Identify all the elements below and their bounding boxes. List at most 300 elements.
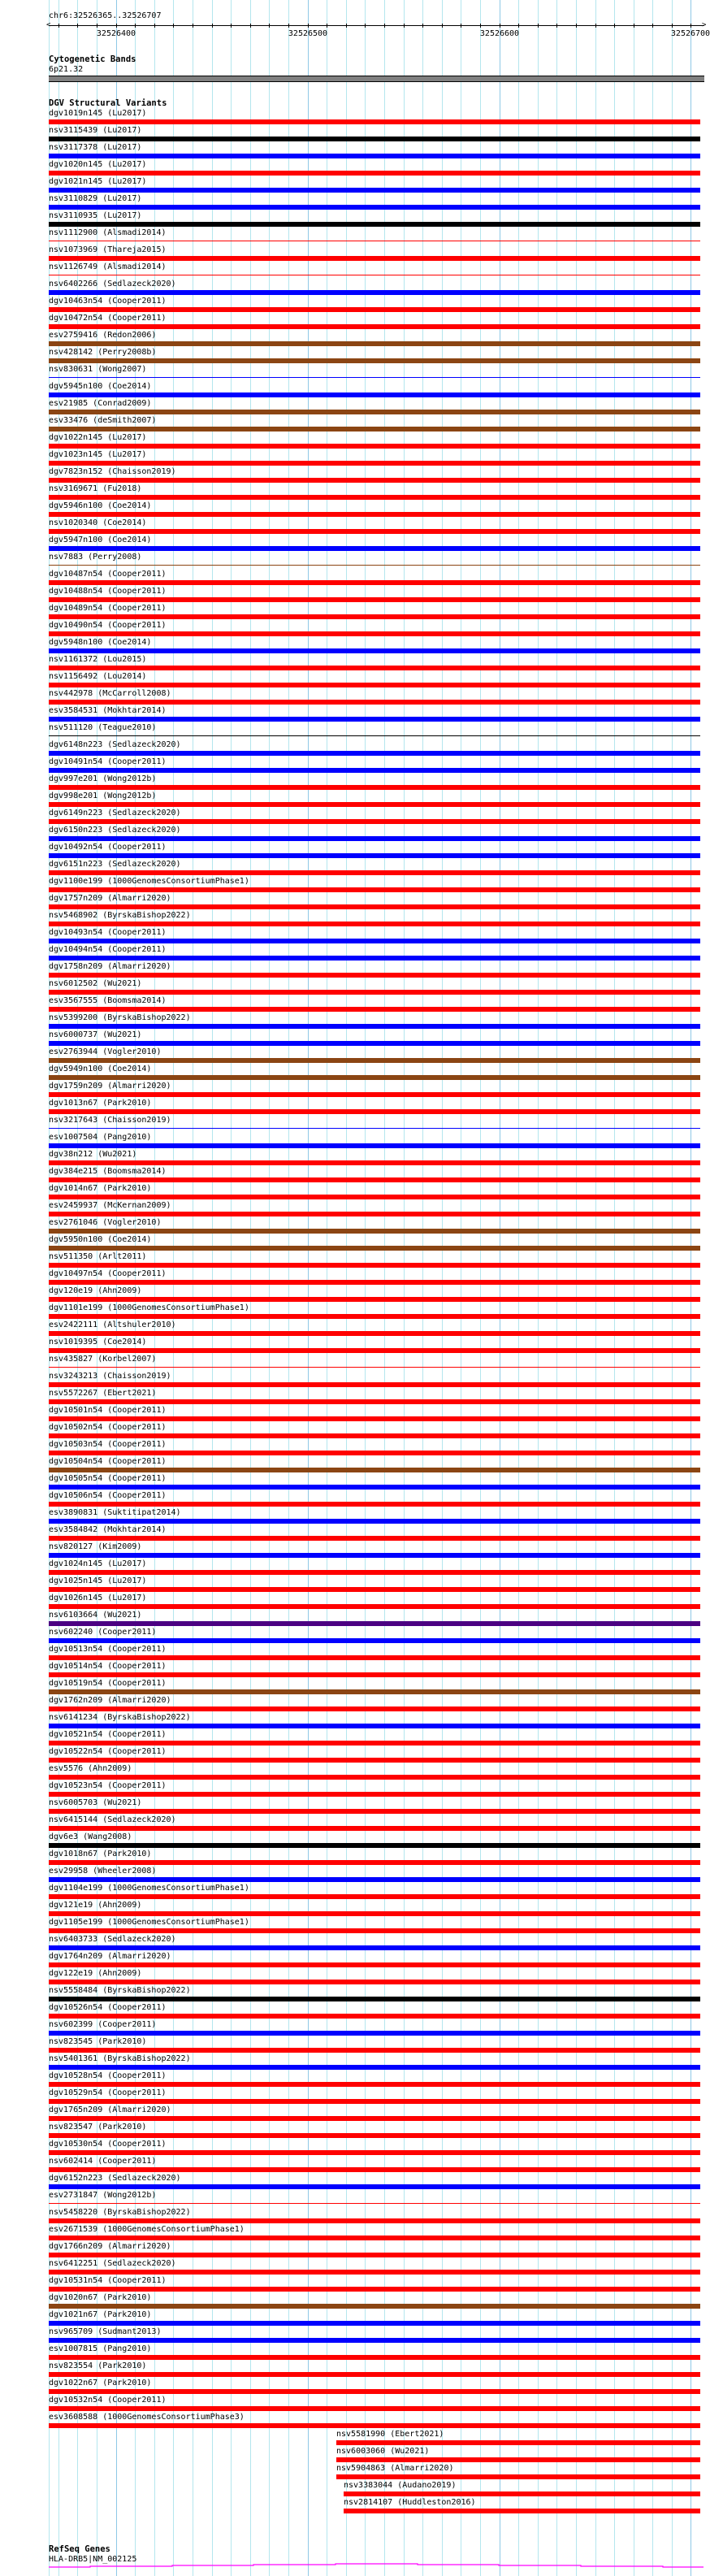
variant-row[interactable] bbox=[0, 1355, 723, 1372]
variant-row[interactable] bbox=[0, 1303, 723, 1321]
variant-bar[interactable] bbox=[344, 2509, 700, 2513]
variant-bar[interactable] bbox=[49, 2133, 700, 2138]
variant-row[interactable] bbox=[0, 2105, 723, 2123]
variant-row[interactable] bbox=[0, 2157, 723, 2174]
variant-row[interactable] bbox=[0, 450, 723, 467]
variant-row[interactable] bbox=[0, 655, 723, 672]
variant-row[interactable] bbox=[0, 1662, 723, 1679]
variant-row[interactable] bbox=[0, 1628, 723, 1645]
variant-bar[interactable] bbox=[49, 1331, 700, 1336]
variant-bar[interactable] bbox=[49, 1092, 700, 1097]
variant-row[interactable] bbox=[0, 1030, 723, 1047]
variant-bar[interactable] bbox=[49, 1860, 700, 1865]
variant-bar[interactable] bbox=[49, 1468, 700, 1472]
variant-row[interactable] bbox=[0, 2242, 723, 2259]
variant-bar[interactable] bbox=[49, 666, 700, 670]
variant-bar[interactable] bbox=[49, 1758, 700, 1763]
variant-row[interactable] bbox=[0, 740, 723, 757]
variant-bar[interactable] bbox=[49, 580, 700, 585]
variant-label: dgv1766n209 (Almarri2020) bbox=[49, 2242, 171, 2251]
variant-row[interactable] bbox=[0, 1457, 723, 1474]
variant-bar[interactable] bbox=[49, 154, 700, 158]
variant-bar[interactable] bbox=[49, 597, 700, 602]
variant-bar[interactable] bbox=[49, 853, 700, 858]
variant-bar[interactable] bbox=[49, 2218, 700, 2223]
variant-bar[interactable] bbox=[49, 887, 700, 892]
variant-row[interactable] bbox=[0, 280, 723, 297]
variant-row[interactable] bbox=[0, 501, 723, 518]
variant-row[interactable] bbox=[0, 791, 723, 809]
variant-row[interactable] bbox=[0, 314, 723, 331]
variant-bar[interactable] bbox=[49, 2167, 700, 2172]
variant-bar[interactable] bbox=[49, 2031, 700, 2036]
variant-bar[interactable] bbox=[49, 1604, 700, 1609]
variant-bar[interactable] bbox=[49, 324, 700, 329]
variant-bar[interactable] bbox=[49, 2253, 700, 2257]
variant-row[interactable] bbox=[0, 2430, 723, 2447]
variant-row[interactable] bbox=[0, 365, 723, 382]
variant-row[interactable] bbox=[0, 2310, 723, 2327]
variant-row[interactable] bbox=[0, 1065, 723, 1082]
variant-bar[interactable] bbox=[49, 2355, 700, 2360]
variant-row[interactable] bbox=[0, 1798, 723, 1815]
variant-row[interactable] bbox=[0, 211, 723, 228]
variant-row[interactable] bbox=[0, 1116, 723, 1133]
variant-bar[interactable] bbox=[49, 1451, 700, 1455]
ruler-tick bbox=[556, 24, 557, 28]
variant-bar[interactable] bbox=[49, 1962, 700, 1967]
variant-row[interactable] bbox=[0, 2208, 723, 2225]
variant-bar[interactable] bbox=[49, 1433, 700, 1438]
variant-bar[interactable] bbox=[49, 119, 700, 124]
variant-bar[interactable] bbox=[49, 1655, 700, 1660]
variant-bar[interactable] bbox=[49, 2372, 700, 2377]
variant-bar[interactable] bbox=[49, 1502, 700, 1507]
variant-bar[interactable] bbox=[49, 1075, 700, 1080]
variant-row[interactable] bbox=[0, 2361, 723, 2379]
variant-bar[interactable] bbox=[49, 717, 700, 722]
variant-bar[interactable] bbox=[49, 1314, 700, 1319]
variant-row[interactable] bbox=[0, 1440, 723, 1457]
variant-label: dgv10523n54 (Cooper2011) bbox=[49, 1781, 167, 1790]
variant-bar[interactable] bbox=[49, 171, 700, 176]
variant-bar[interactable] bbox=[49, 1297, 700, 1302]
variant-row[interactable] bbox=[0, 1781, 723, 1798]
variant-bar[interactable] bbox=[49, 870, 700, 875]
variant-row[interactable] bbox=[0, 1730, 723, 1747]
variant-bar[interactable] bbox=[49, 1041, 700, 1046]
variant-row[interactable] bbox=[0, 1150, 723, 1167]
variant-bar[interactable] bbox=[336, 2440, 700, 2445]
variant-bar[interactable] bbox=[49, 1177, 700, 1182]
variant-label: dgv5949n100 (Coe2014) bbox=[49, 1065, 152, 1073]
variant-row[interactable] bbox=[0, 484, 723, 501]
variant-bar[interactable] bbox=[49, 427, 700, 432]
variant-bar[interactable] bbox=[49, 922, 700, 926]
variant-bar[interactable] bbox=[49, 700, 700, 705]
variant-row[interactable] bbox=[0, 2054, 723, 2071]
variant-bar[interactable] bbox=[344, 2491, 700, 2496]
variant-row[interactable] bbox=[0, 1935, 723, 1952]
variant-bar[interactable] bbox=[49, 1195, 700, 1199]
variant-bar[interactable] bbox=[49, 2321, 700, 2326]
variant-bar[interactable] bbox=[49, 2116, 700, 2121]
variant-row[interactable] bbox=[0, 1082, 723, 1099]
variant-row[interactable] bbox=[0, 1252, 723, 1269]
variant-bar[interactable] bbox=[49, 2304, 700, 2309]
variant-row[interactable] bbox=[0, 109, 723, 126]
variant-row[interactable] bbox=[0, 1815, 723, 1832]
variant-bar[interactable] bbox=[49, 222, 700, 227]
variant-label: dgv5946n100 (Coe2014) bbox=[49, 501, 152, 510]
ruler-tick bbox=[576, 24, 577, 28]
variant-row[interactable] bbox=[0, 809, 723, 826]
variant-row[interactable] bbox=[0, 1338, 723, 1355]
variant-bar[interactable] bbox=[49, 1246, 700, 1251]
variant-bar[interactable] bbox=[49, 1058, 700, 1063]
variant-bar[interactable] bbox=[49, 529, 700, 534]
variant-bar[interactable] bbox=[49, 307, 700, 312]
variant-row[interactable] bbox=[0, 1013, 723, 1030]
variant-row[interactable] bbox=[0, 2123, 723, 2140]
variant-row[interactable] bbox=[0, 1133, 723, 1150]
variant-bar[interactable] bbox=[49, 2099, 700, 2104]
variant-row[interactable] bbox=[0, 843, 723, 860]
variant-row[interactable] bbox=[0, 1696, 723, 1713]
variant-row[interactable] bbox=[0, 757, 723, 774]
variant-bar[interactable] bbox=[49, 1416, 700, 1421]
variant-bar[interactable] bbox=[49, 614, 700, 619]
variant-label: nsv6412251 (Sedlazeck2020) bbox=[49, 2259, 176, 2268]
variant-row[interactable] bbox=[0, 228, 723, 245]
variant-bar[interactable] bbox=[49, 1843, 700, 1848]
variant-row[interactable] bbox=[0, 587, 723, 604]
variant-bar[interactable] bbox=[49, 392, 700, 397]
variant-row[interactable] bbox=[0, 1201, 723, 1218]
variant-row[interactable] bbox=[0, 433, 723, 450]
variant-row[interactable] bbox=[0, 1474, 723, 1491]
variant-bar[interactable] bbox=[49, 256, 700, 261]
variant-row[interactable] bbox=[0, 1542, 723, 1559]
variant-bar[interactable] bbox=[49, 2389, 700, 2394]
variant-row[interactable] bbox=[0, 1969, 723, 1986]
variant-row[interactable] bbox=[0, 1372, 723, 1389]
variant-row[interactable] bbox=[0, 1167, 723, 1184]
variant-row[interactable] bbox=[0, 2088, 723, 2105]
variant-bar[interactable] bbox=[49, 1775, 700, 1780]
variant-row[interactable] bbox=[0, 2174, 723, 2191]
variant-row[interactable] bbox=[0, 2071, 723, 2088]
variant-row[interactable] bbox=[0, 826, 723, 843]
variant-label: dgv10494n54 (Cooper2011) bbox=[49, 945, 167, 954]
variant-row[interactable] bbox=[0, 177, 723, 194]
variant-bar[interactable] bbox=[49, 1229, 700, 1234]
variant-row[interactable] bbox=[0, 2344, 723, 2361]
variant-row[interactable] bbox=[0, 1986, 723, 2003]
variant-row[interactable] bbox=[0, 1611, 723, 1628]
variant-row[interactable] bbox=[0, 1952, 723, 1969]
variant-row[interactable] bbox=[0, 928, 723, 945]
variant-label: dgv10519n54 (Cooper2011) bbox=[49, 1679, 167, 1688]
variant-bar[interactable] bbox=[336, 2474, 700, 2479]
variant-row[interactable] bbox=[0, 536, 723, 553]
variant-row[interactable] bbox=[0, 911, 723, 928]
variant-bar[interactable] bbox=[49, 2270, 700, 2275]
variant-row[interactable] bbox=[0, 1184, 723, 1201]
variant-row[interactable] bbox=[0, 1594, 723, 1611]
variant-bar[interactable] bbox=[49, 1128, 700, 1129]
variant-bar[interactable] bbox=[49, 2014, 700, 2019]
variant-bar[interactable] bbox=[49, 1826, 700, 1831]
variant-bar[interactable] bbox=[49, 956, 700, 961]
variant-row[interactable] bbox=[0, 1764, 723, 1781]
refseq-gene-model[interactable] bbox=[0, 2560, 723, 2571]
variant-bar[interactable] bbox=[49, 1160, 700, 1165]
variant-bar[interactable] bbox=[49, 1638, 700, 1643]
variant-bar[interactable] bbox=[49, 1894, 700, 1899]
variant-bar[interactable] bbox=[49, 546, 700, 551]
variant-row[interactable] bbox=[0, 2140, 723, 2157]
variant-row[interactable] bbox=[0, 382, 723, 399]
variant-row[interactable] bbox=[0, 1235, 723, 1252]
variant-bar[interactable] bbox=[49, 648, 700, 653]
variant-bar[interactable] bbox=[49, 1621, 700, 1626]
variant-bar[interactable] bbox=[49, 1007, 700, 1012]
variant-bar[interactable] bbox=[49, 836, 700, 841]
variant-label: nsv6005703 (Wu2021) bbox=[49, 1798, 142, 1807]
variant-row[interactable] bbox=[0, 262, 723, 280]
variant-row[interactable] bbox=[0, 467, 723, 484]
variant-bar[interactable] bbox=[49, 1792, 700, 1797]
variant-row[interactable] bbox=[0, 1286, 723, 1303]
variant-row[interactable] bbox=[0, 1406, 723, 1423]
variant-row[interactable] bbox=[0, 1747, 723, 1764]
variant-row[interactable] bbox=[0, 1832, 723, 1850]
variant-bar[interactable] bbox=[49, 290, 700, 295]
variant-bar[interactable] bbox=[49, 461, 700, 466]
variant-row[interactable] bbox=[0, 1850, 723, 1867]
variant-bar[interactable] bbox=[49, 2048, 700, 2053]
variant-row[interactable] bbox=[0, 297, 723, 314]
variant-bar[interactable] bbox=[49, 2423, 700, 2428]
variant-bar[interactable] bbox=[49, 377, 700, 378]
variant-bar[interactable] bbox=[49, 768, 700, 773]
variant-row[interactable] bbox=[0, 979, 723, 996]
variant-bar[interactable] bbox=[49, 1945, 700, 1950]
variant-bar[interactable] bbox=[49, 2082, 700, 2087]
variant-row[interactable] bbox=[0, 143, 723, 160]
variant-bar[interactable] bbox=[49, 444, 700, 449]
variant-row[interactable] bbox=[0, 1867, 723, 1884]
variant-bar[interactable] bbox=[49, 1367, 700, 1368]
variant-row[interactable] bbox=[0, 416, 723, 433]
variant-row[interactable] bbox=[0, 860, 723, 877]
variant-bar[interactable] bbox=[49, 1672, 700, 1677]
variant-bar[interactable] bbox=[49, 2236, 700, 2240]
variant-row[interactable] bbox=[0, 1576, 723, 1594]
variant-bar[interactable] bbox=[49, 2338, 700, 2343]
variant-bar[interactable] bbox=[49, 1263, 700, 1268]
variant-bar[interactable] bbox=[49, 188, 700, 193]
variant-row[interactable] bbox=[0, 2020, 723, 2037]
variant-bar[interactable] bbox=[49, 802, 700, 807]
cytoband-bar[interactable] bbox=[49, 76, 704, 82]
ruler-tick bbox=[422, 24, 423, 28]
variant-row[interactable] bbox=[0, 894, 723, 911]
variant-row[interactable] bbox=[0, 2481, 723, 2498]
scroll-left-arrow-icon[interactable]: < bbox=[46, 21, 51, 29]
variant-bar[interactable] bbox=[49, 631, 700, 636]
variant-row[interactable] bbox=[0, 774, 723, 791]
variant-row[interactable] bbox=[0, 1645, 723, 1662]
variant-bar[interactable] bbox=[49, 1553, 700, 1558]
variant-bar[interactable] bbox=[49, 1928, 700, 1933]
variant-row[interactable] bbox=[0, 245, 723, 262]
variant-bar[interactable] bbox=[336, 2457, 700, 2462]
variant-row[interactable] bbox=[0, 1269, 723, 1286]
variant-bar[interactable] bbox=[49, 1724, 700, 1728]
variant-row[interactable] bbox=[0, 1713, 723, 1730]
variant-bar[interactable] bbox=[49, 1519, 700, 1524]
variant-row[interactable] bbox=[0, 2037, 723, 2054]
variant-bar[interactable] bbox=[49, 1382, 700, 1387]
variant-bar[interactable] bbox=[49, 683, 700, 687]
variant-row[interactable] bbox=[0, 1389, 723, 1406]
variant-row[interactable] bbox=[0, 348, 723, 365]
variant-bar[interactable] bbox=[49, 205, 700, 210]
variant-bar[interactable] bbox=[49, 2406, 700, 2411]
variant-row[interactable] bbox=[0, 1218, 723, 1235]
variant-bar[interactable] bbox=[49, 2203, 700, 2204]
variant-bar[interactable] bbox=[49, 1399, 700, 1404]
variant-row[interactable] bbox=[0, 1423, 723, 1440]
variant-row[interactable] bbox=[0, 2464, 723, 2481]
variant-bar[interactable] bbox=[49, 2065, 700, 2070]
variant-row[interactable] bbox=[0, 2396, 723, 2413]
variant-bar[interactable] bbox=[49, 1570, 700, 1575]
variant-row[interactable] bbox=[0, 945, 723, 962]
variant-row[interactable] bbox=[0, 621, 723, 638]
variant-bar[interactable] bbox=[49, 1980, 700, 1984]
variant-row[interactable] bbox=[0, 331, 723, 348]
scroll-right-arrow-icon[interactable]: > bbox=[702, 21, 707, 29]
variant-bar[interactable] bbox=[49, 904, 700, 909]
variant-bar[interactable] bbox=[49, 1109, 700, 1114]
refseq-gene-label[interactable]: HLA-DRB5|NM_002125 bbox=[49, 2555, 137, 2564]
variant-bar[interactable] bbox=[49, 512, 700, 517]
variant-row[interactable] bbox=[0, 1525, 723, 1542]
variant-bar[interactable] bbox=[49, 565, 700, 566]
variant-bar[interactable] bbox=[49, 785, 700, 790]
variant-row[interactable] bbox=[0, 962, 723, 979]
variant-bar[interactable] bbox=[49, 358, 700, 363]
variant-bar[interactable] bbox=[49, 1689, 700, 1694]
variant-row[interactable] bbox=[0, 1047, 723, 1065]
variant-bar[interactable] bbox=[49, 495, 700, 500]
variant-bar[interactable] bbox=[49, 1587, 700, 1592]
variant-row[interactable] bbox=[0, 638, 723, 655]
variant-bar[interactable] bbox=[49, 1348, 700, 1353]
variant-bar[interactable] bbox=[49, 735, 700, 736]
variant-bar[interactable] bbox=[49, 1809, 700, 1814]
variant-row[interactable] bbox=[0, 1491, 723, 1508]
variant-bar[interactable] bbox=[49, 751, 700, 756]
variant-row[interactable] bbox=[0, 194, 723, 211]
variant-row[interactable] bbox=[0, 2276, 723, 2293]
variant-row[interactable] bbox=[0, 672, 723, 689]
variant-row[interactable] bbox=[0, 2003, 723, 2020]
variant-bar[interactable] bbox=[49, 2150, 700, 2155]
variant-bar[interactable] bbox=[49, 341, 700, 346]
variant-row[interactable] bbox=[0, 689, 723, 706]
variant-bar[interactable] bbox=[49, 1877, 700, 1882]
variant-row[interactable] bbox=[0, 2379, 723, 2396]
variant-label: nsv5558484 (ByrskaBishop2022) bbox=[49, 1986, 191, 1995]
variant-row[interactable] bbox=[0, 2498, 723, 2515]
variant-row[interactable] bbox=[0, 1901, 723, 1918]
variant-row[interactable] bbox=[0, 399, 723, 416]
variant-bar[interactable] bbox=[49, 1143, 700, 1148]
variant-label: esv2763944 (Vogler2010) bbox=[49, 1047, 162, 1056]
variant-row[interactable] bbox=[0, 1884, 723, 1901]
variant-row[interactable] bbox=[0, 2191, 723, 2208]
variant-bar[interactable] bbox=[49, 1997, 700, 2001]
variant-row[interactable] bbox=[0, 1918, 723, 1935]
variant-bar[interactable] bbox=[49, 1536, 700, 1541]
variant-label: nsv3383044 (Audano2019) bbox=[344, 2481, 457, 2490]
variant-bar[interactable] bbox=[49, 1212, 700, 1216]
variant-row[interactable] bbox=[0, 996, 723, 1013]
variant-row[interactable] bbox=[0, 2225, 723, 2242]
variant-row[interactable] bbox=[0, 2293, 723, 2310]
variant-row[interactable] bbox=[0, 2447, 723, 2464]
variant-row[interactable] bbox=[0, 1559, 723, 1576]
variant-bar[interactable] bbox=[49, 1024, 700, 1029]
variant-bar[interactable] bbox=[49, 990, 700, 995]
variant-row[interactable] bbox=[0, 723, 723, 740]
variant-row[interactable] bbox=[0, 570, 723, 587]
variant-bar[interactable] bbox=[49, 1741, 700, 1746]
variant-bar[interactable] bbox=[49, 939, 700, 943]
variant-row[interactable] bbox=[0, 160, 723, 177]
variant-bar[interactable] bbox=[49, 2287, 700, 2292]
variant-row[interactable] bbox=[0, 2413, 723, 2430]
variant-label: dgv997e201 (Wong2012b) bbox=[49, 774, 157, 783]
variant-bar[interactable] bbox=[49, 973, 700, 978]
variant-row[interactable] bbox=[0, 518, 723, 536]
variant-row[interactable] bbox=[0, 2259, 723, 2276]
variant-bar[interactable] bbox=[49, 1280, 700, 1285]
variant-bar[interactable] bbox=[49, 1706, 700, 1711]
variant-row[interactable] bbox=[0, 2327, 723, 2344]
variant-bar[interactable] bbox=[49, 478, 700, 483]
variant-bar[interactable] bbox=[49, 1485, 700, 1490]
variant-bar[interactable] bbox=[49, 819, 700, 824]
variant-bar[interactable] bbox=[49, 137, 700, 141]
variant-bar[interactable] bbox=[49, 2184, 700, 2189]
variant-row[interactable] bbox=[0, 126, 723, 143]
variant-row[interactable] bbox=[0, 1099, 723, 1116]
variant-row[interactable] bbox=[0, 553, 723, 570]
variant-row[interactable] bbox=[0, 877, 723, 894]
variant-row[interactable] bbox=[0, 1679, 723, 1696]
variant-row[interactable] bbox=[0, 604, 723, 621]
variant-bar[interactable] bbox=[49, 1911, 700, 1916]
variant-bar[interactable] bbox=[49, 410, 700, 414]
variant-row[interactable] bbox=[0, 1508, 723, 1525]
variant-row[interactable] bbox=[0, 706, 723, 723]
variant-row[interactable] bbox=[0, 1321, 723, 1338]
